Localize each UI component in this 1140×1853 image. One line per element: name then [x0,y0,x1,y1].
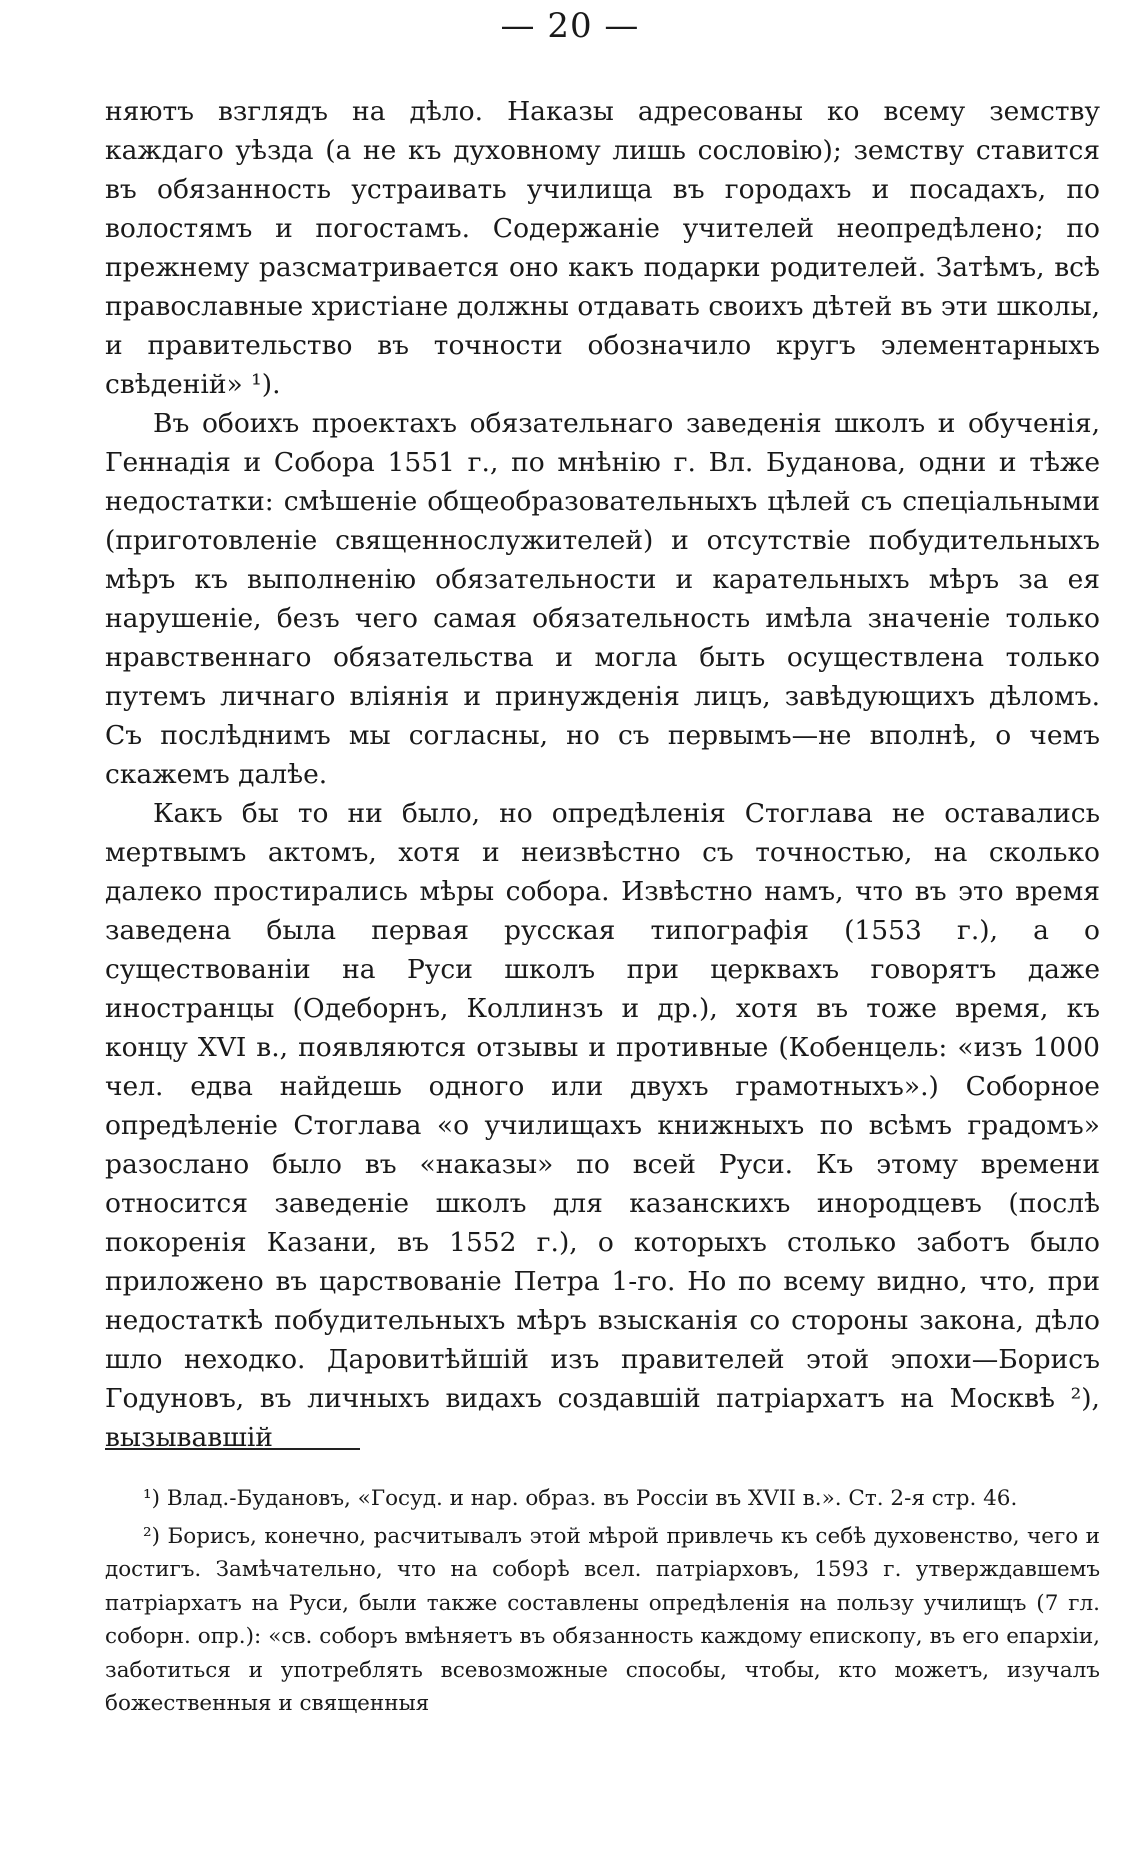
paragraph-2: Въ обоихъ проектахъ обязательнаго заведенія школъ и обученія, Геннадія и Собора 1551 г., по мнѣнію г. Вл. Буданова, одни и тѣже недостатки: смѣшеніе общеобразовательныхъ цѣлей съ спеціальными (приготовленіе священнослужителей) и отсутствіе побудительныхъ мѣръ къ выполненію обязательности и карательныхъ мѣръ за ея нарушеніе, безъ чего самая обязательность имѣла значеніе только нравственнаго обязательства и могла быть осуществлена только путемъ личнаго вліянія и принужденія лицъ, завѣдующихъ дѣломъ. Съ послѣднимъ мы согласны, но съ первымъ—не вполнѣ, о чемъ скажемъ далѣе. [105,408,1100,790]
footnotes [105,1482,1100,1721]
paragraph-1: няютъ взглядъ на дѣло. Наказы адресованы ко всему земству каждаго уѣзда (а не къ духовному лишь сословію); земству ставится въ обязанность устраивать училища въ городахъ и посадахъ, по волостямъ и погостамъ. Содержаніе учителей неопредѣлено; по прежнему разсматривается оно какъ подарки родителей. Затѣмъ, всѣ православные христіане должны отдавать своихъ дѣтей въ эти школы, и правительство въ точности обозначило кругъ элементарныхъ свѣденій» ¹). [105,96,1100,400]
page-number: — 20 — [500,6,640,46]
footnote-divider [105,1448,360,1450]
main-text [105,92,1100,1457]
paragraph-3: Какъ бы то ни было, но опредѣленія Стоглава не оставались мертвымъ актомъ, хотя и неизвѣстно съ точностью, на сколько далеко простирались мѣры собора. Извѣстно намъ, что въ это время заведена была первая русская типографія (1553 г.), а о существованіи на Руси школъ при церквахъ говорятъ даже иностранцы (Одеборнъ, Коллинзъ и др.), хотя въ тоже время, къ концу XVI в., появляются отзывы и противные (Кобенцель: «изъ 1000 чел. едва найдешь одного или двухъ грамотныхъ».) Соборное опредѣленіе Стоглава «о училищахъ книжныхъ по всѣмъ градомъ» разослано было въ «наказы» по всей Руси. Къ этому времени относится заведеніе школъ для казанскихъ инородцевъ (послѣ покоренія Казани, въ 1552 г.), о которыхъ столько заботъ было приложено въ царствованіе Петра 1-го. Но по всему видно, что, при недостаткѣ побудительныхъ мѣръ взысканія со стороны закона, дѣло шло неходко. Даровитѣйшій изъ правителей этой эпохи—Борисъ Годуновъ, въ личныхъ видахъ создавшій патріархатъ на Москвѣ ²), вызывавшій [105,798,1100,1453]
footnote-1: ¹) Влад.-Будановъ, «Госуд. и нар. образ. въ Россіи въ XVII в.». Ст. 2-я стр. 46. [143,1486,1018,1511]
footnote-2: ²) Борисъ, конечно, расчитывалъ этой мѣрой привлечь къ себѣ духовенство, чего и достигъ. Замѣчательно, что на соборѣ всел. патріарховъ, 1593 г. утверждавшемъ патріархатъ на Руси, были также составлены опредѣленія на пользу училищъ (7 гл. соборн. опр.): «св. соборъ вмѣняетъ въ обязанность каждому епископу, въ его епархіи, заботиться и употреблять всевозможные способы, чтобы, кто можетъ, изучалъ божественныя и священныя [105,1523,1100,1716]
